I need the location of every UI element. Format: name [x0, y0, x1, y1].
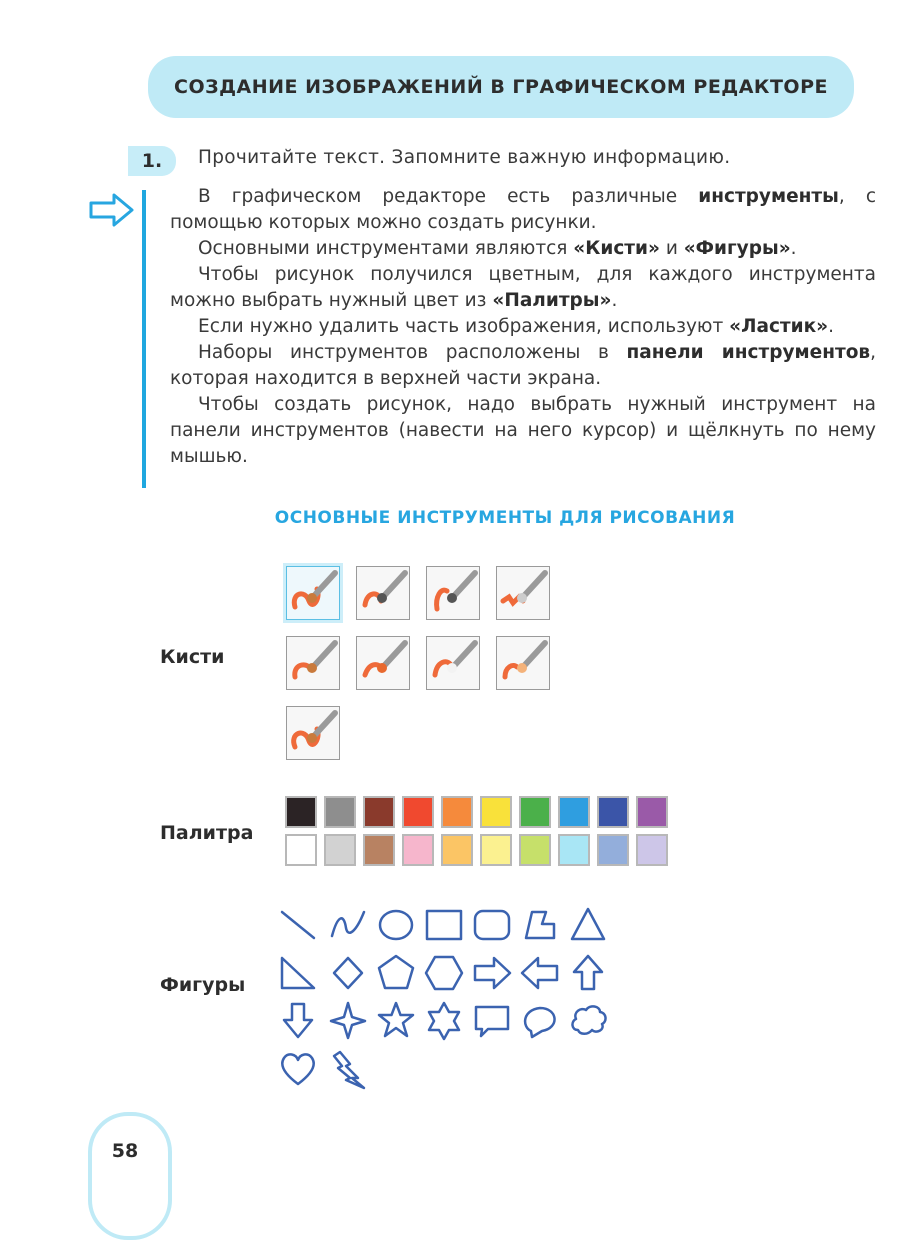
color-swatch[interactable]	[363, 796, 395, 828]
color-swatch[interactable]	[636, 834, 668, 866]
color-swatch[interactable]	[324, 796, 356, 828]
polygon-shape-button[interactable]	[520, 904, 560, 944]
down-arrow-shape-button[interactable]	[278, 1000, 318, 1040]
color-swatch[interactable]	[480, 834, 512, 866]
oval-callout-icon	[520, 1000, 560, 1042]
heart-shape-button[interactable]	[278, 1048, 318, 1088]
color-swatch[interactable]	[519, 834, 551, 866]
pentagon-shape-button[interactable]	[376, 952, 416, 992]
left-arrow-shape-button[interactable]	[520, 952, 560, 992]
up-arrow-shape-button[interactable]	[568, 952, 608, 992]
curve-icon	[328, 904, 368, 946]
brush-icon	[287, 567, 339, 619]
color-swatch[interactable]	[597, 796, 629, 828]
brush-tool-button[interactable]	[356, 566, 410, 620]
six-point-star-shape-button[interactable]	[424, 1000, 464, 1040]
color-swatch[interactable]	[441, 796, 473, 828]
brush-icon	[357, 567, 409, 619]
info-paragraph: Наборы инструментов расположены в панели инструментов, которая находится в верхней части экрана.	[170, 342, 877, 389]
brush-icon	[427, 637, 479, 689]
right-arrow-icon	[472, 952, 512, 994]
right-triangle-shape-button[interactable]	[278, 952, 318, 992]
header-banner	[148, 56, 854, 118]
hexagon-shape-button[interactable]	[424, 952, 464, 992]
rectangle-icon	[424, 904, 464, 946]
line-shape-button[interactable]	[278, 904, 318, 944]
shapes-label: Фигуры	[160, 974, 246, 996]
brush-tool-button[interactable]	[426, 566, 480, 620]
rounded-rectangle-shape-button[interactable]	[472, 904, 512, 944]
task-instruction: Прочитайте текст. Запомните важную информацию.	[198, 147, 731, 168]
info-paragraph: Чтобы создать рисунок, надо выбрать нужный инструмент на панели инструментов (навести на него курсор) и щёлкнуть по нему мышью.	[170, 394, 876, 467]
curve-shape-button[interactable]	[328, 904, 368, 944]
info-paragraph: Чтобы рисунок получился цветным, для каждого инструмента можно выбрать нужный цвет из «Палитры».	[170, 264, 876, 311]
up-arrow-icon	[568, 952, 608, 994]
color-swatch[interactable]	[558, 834, 590, 866]
brush-tool-button[interactable]	[496, 566, 550, 620]
info-text	[170, 184, 876, 470]
polygon-icon	[520, 904, 560, 946]
color-swatch[interactable]	[402, 796, 434, 828]
brush-icon	[427, 567, 479, 619]
brushes-label: Кисти	[160, 646, 225, 668]
info-paragraph: Основными инструментами являются «Кисти» и «Фигуры».	[198, 238, 797, 259]
brush-tool-button[interactable]	[426, 636, 480, 690]
cloud-callout-shape-button[interactable]	[568, 1000, 608, 1040]
rect-callout-shape-button[interactable]	[472, 1000, 512, 1040]
four-point-star-shape-button[interactable]	[328, 1000, 368, 1040]
line-icon	[278, 904, 318, 946]
side-bar	[142, 190, 146, 488]
color-swatch[interactable]	[597, 834, 629, 866]
brush-icon	[287, 637, 339, 689]
page-number: 58	[111, 1140, 139, 1162]
brush-icon	[287, 707, 339, 759]
lightning-shape-button[interactable]	[328, 1048, 368, 1088]
oval-callout-shape-button[interactable]	[520, 1000, 560, 1040]
hexagon-icon	[424, 952, 464, 994]
rounded-rectangle-icon	[472, 904, 512, 946]
palette-label: Палитра	[160, 822, 254, 844]
triangle-icon	[568, 904, 608, 946]
heart-icon	[278, 1048, 318, 1090]
color-swatch[interactable]	[324, 834, 356, 866]
brush-icon	[497, 567, 549, 619]
brush-tool-button[interactable]	[286, 566, 340, 620]
down-arrow-icon	[278, 1000, 318, 1042]
diamond-shape-button[interactable]	[328, 952, 368, 992]
page-number-frame	[88, 1112, 172, 1240]
ellipse-icon	[376, 904, 416, 946]
brush-tool-button[interactable]	[356, 636, 410, 690]
color-swatch[interactable]	[363, 834, 395, 866]
rectangle-shape-button[interactable]	[424, 904, 464, 944]
page-title: СОЗДАНИЕ ИЗОБРАЖЕНИЙ В ГРАФИЧЕСКОМ РЕДАКТОРЕ	[174, 76, 828, 98]
six-point-star-icon	[424, 1000, 464, 1042]
brush-icon	[497, 637, 549, 689]
brush-icon	[357, 637, 409, 689]
four-point-star-icon	[328, 1000, 368, 1042]
five-point-star-shape-button[interactable]	[376, 1000, 416, 1040]
color-swatch[interactable]	[480, 796, 512, 828]
pentagon-icon	[376, 952, 416, 994]
color-swatch[interactable]	[285, 796, 317, 828]
color-swatch[interactable]	[519, 796, 551, 828]
right-arrow-shape-button[interactable]	[472, 952, 512, 992]
info-paragraph: В графическом редакторе есть различные инструменты, с помощью которых можно создать рисунки.	[170, 186, 877, 233]
ellipse-shape-button[interactable]	[376, 904, 416, 944]
lightning-icon	[328, 1048, 368, 1090]
brush-tool-button[interactable]	[286, 706, 340, 760]
five-point-star-icon	[376, 1000, 416, 1042]
color-swatch[interactable]	[402, 834, 434, 866]
brush-tool-button[interactable]	[496, 636, 550, 690]
left-arrow-icon	[520, 952, 560, 994]
color-swatch[interactable]	[558, 796, 590, 828]
color-swatch[interactable]	[441, 834, 473, 866]
color-swatch[interactable]	[636, 796, 668, 828]
brush-tool-button[interactable]	[286, 636, 340, 690]
section-title: ОСНОВНЫЕ ИНСТРУМЕНТЫ ДЛЯ РИСОВАНИЯ	[274, 508, 736, 528]
rect-callout-icon	[472, 1000, 512, 1042]
color-swatch[interactable]	[285, 834, 317, 866]
diamond-icon	[328, 952, 368, 994]
right-triangle-icon	[278, 952, 318, 994]
cloud-callout-icon	[568, 1000, 608, 1042]
task-number: 1.	[128, 146, 176, 176]
info-paragraph: Если нужно удалить часть изображения, используют «Ластик».	[198, 316, 835, 337]
triangle-shape-button[interactable]	[568, 904, 608, 944]
arrow-right-icon	[88, 192, 136, 228]
